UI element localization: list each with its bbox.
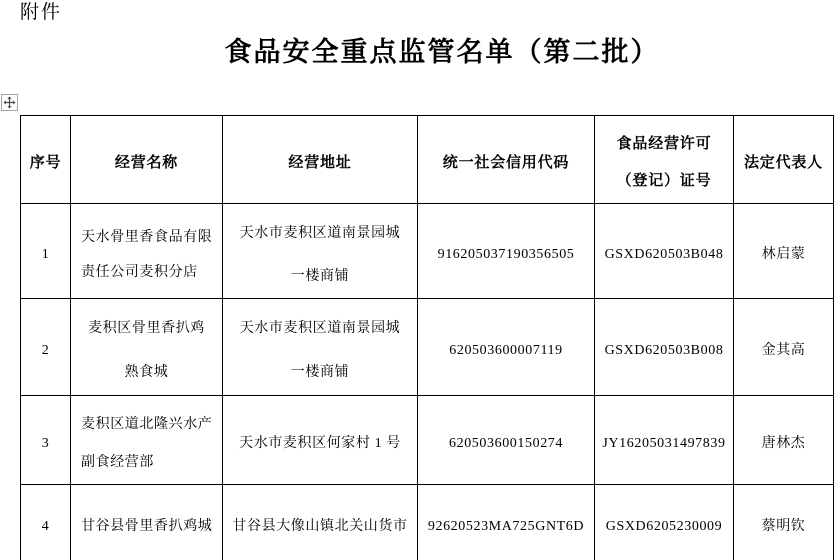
cell-index: 2 <box>21 299 71 396</box>
cell-business-name <box>71 204 223 299</box>
cell-business-name <box>71 485 223 560</box>
cell-business-address <box>223 204 418 299</box>
cell-text-line: 副食经营部 <box>81 455 154 470</box>
header-text-line: 食品经营许可 <box>616 135 712 152</box>
cell-credit-code: 620503600150274 <box>418 396 595 485</box>
cell-license-number: GSXD620503B048 <box>595 204 734 299</box>
cell-legal-representative: 蔡明钦 <box>734 485 834 560</box>
header-cell-license-number <box>595 116 734 204</box>
header-cell-credit-code: 统一社会信用代码 <box>418 116 595 204</box>
header-text-line: （登记）证号 <box>616 172 712 189</box>
cell-index: 4 <box>21 485 71 560</box>
header-cell-legal-representative: 法定代表人 <box>734 116 834 204</box>
move-icon[interactable] <box>3 96 16 109</box>
cell-text-line: 天水骨里香食品有限 <box>81 230 213 245</box>
table-header-row <box>21 116 834 204</box>
cell-business-name <box>71 396 223 485</box>
cell-text-line: 麦积区骨里香扒鸡 <box>88 321 205 336</box>
cell-text-line: 熟食城 <box>124 365 169 380</box>
cell-license-number: GSXD620503B008 <box>595 299 734 396</box>
cell-credit-code: 620503600007119 <box>418 299 595 396</box>
table-move-handle[interactable] <box>1 94 18 111</box>
cell-text-line: 天水市麦积区道南景园城 <box>239 226 401 241</box>
cell-text-line: 甘谷县骨里香扒鸡城 <box>81 519 213 535</box>
table-row <box>21 485 834 560</box>
cell-business-name <box>71 299 223 396</box>
cell-text-line: 天水市麦积区何家村 1 号 <box>239 436 401 451</box>
cell-credit-code: 916205037190356505 <box>418 204 595 299</box>
cell-text-line: 一楼商铺 <box>290 365 350 380</box>
cell-index: 1 <box>21 204 71 299</box>
header-cell-index: 序号 <box>21 116 71 204</box>
cell-credit-code: 92620523MA725GNT6D <box>418 485 595 560</box>
table-row <box>21 396 834 485</box>
cell-text-line: 麦积区道北隆兴水产 <box>81 417 213 432</box>
cell-license-number: GSXD6205230009 <box>595 485 734 560</box>
header-cell-business-name: 经营名称 <box>71 116 223 204</box>
cell-license-number: JY16205031497839 <box>595 396 734 485</box>
cell-business-address <box>223 485 418 560</box>
cell-legal-representative: 林启蒙 <box>734 204 834 299</box>
table-row <box>21 299 834 396</box>
attachment-label: 附件 <box>20 1 63 23</box>
cell-business-address <box>223 299 418 396</box>
table-row <box>21 204 834 299</box>
cell-text-line: 甘谷县大像山镇北关山货市 <box>232 519 408 535</box>
document-title: 食品安全重点监管名单（第二批） <box>224 37 660 67</box>
cell-text-line: 责任公司麦积分店 <box>81 265 198 280</box>
cell-business-address <box>223 396 418 485</box>
cell-text-line: 一楼商铺 <box>290 269 350 284</box>
header-cell-business-address: 经营地址 <box>223 116 418 204</box>
cell-index: 3 <box>21 396 71 485</box>
cell-text-line: 天水市麦积区道南景园城 <box>239 321 401 336</box>
supervision-list-table <box>20 115 834 560</box>
cell-legal-representative: 金其高 <box>734 299 834 396</box>
cell-legal-representative: 唐林杰 <box>734 396 834 485</box>
